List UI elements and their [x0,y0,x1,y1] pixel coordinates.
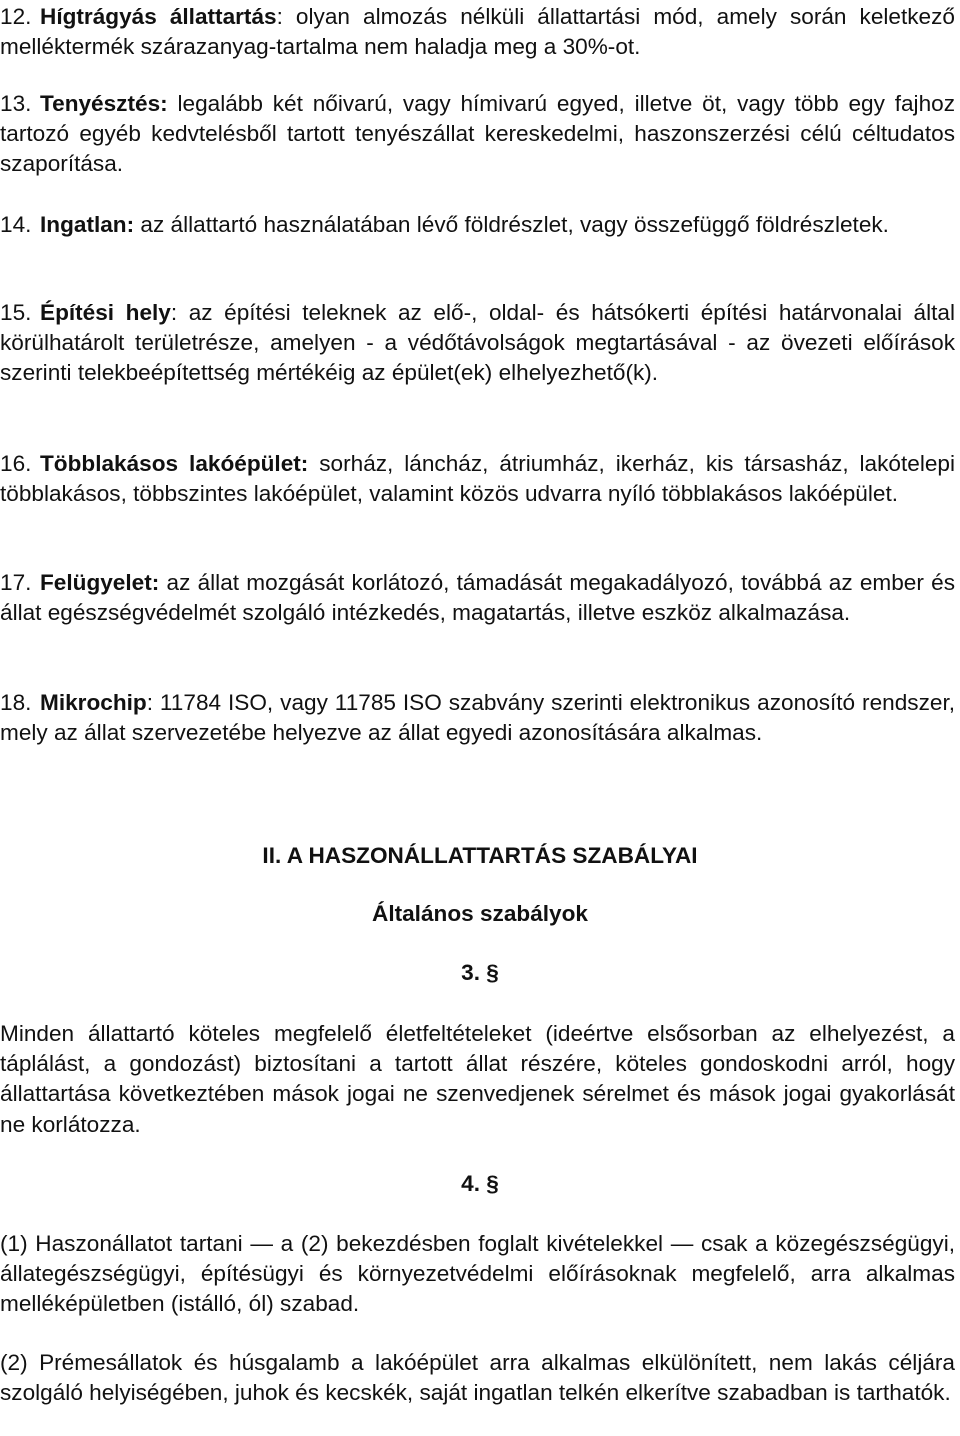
definition-text: : 11784 ISO, vagy 11785 ISO szabvány szerinti elektronikus azonosító rendszer, mely az állat szervezetébe helyezve az állat egyedi azonosítására alkalmas. [0,690,955,746]
section-title: Általános szabályok [372,901,588,926]
definition-item-14 [0,210,955,240]
definition-text: legalább két nőivarú, vagy hímivarú egyed, illetve öt, vagy több egy fajhoz tartozó egyéb kedvtelésből tartott tenyészállat kereskedelmi, haszonszerzési célú céltudatos szaporítása. [0,91,955,177]
definition-term: Felügyelet: [40,570,160,595]
definition-term: Hígtrágyás állattartás [40,4,277,29]
definition-item-12 [0,2,955,62]
definition-term: Tenyésztés: [40,91,168,116]
definition-term: Ingatlan: [40,212,135,237]
definition-number: 14. [0,212,32,237]
section-4-paragraph-2: (2) Prémesállatok és húsgalamb a lakóépület arra alkalmas elkülönített, nem lakás céljára szolgáló helyiségében, juhok és kecskék, saját ingatlan telkén elkerítve szabadban is tarthatók. [0,1350,955,1406]
chapter-title: II. A HASZONÁLLATTARTÁS SZABÁLYAI [262,843,698,868]
section-4-paragraph-1: (1) Haszonállatot tartani — a (2) bekezdésben foglalt kivételekkel — csak a közegészségügyi, állategészségügyi, építésügyi és környezetvédelmi előírásoknak megfelelő, arra alkalmas melléképületben (istálló, ól) szabad. [0,1231,955,1317]
definition-text: : olyan almozás nélküli állattartási mód, amely során keletkező melléktermék szárazanyag-tartalma nem haladja meg a 30%-ot. [0,4,955,60]
definition-number: 17. [0,570,32,595]
section-label-4: 4. § [461,1171,499,1196]
definition-number: 12. [0,4,32,29]
definition-text: : az építési teleknek az elő-, oldal- és hátsókerti építési határvonalai által körülhatárolt területrésze, amelyen - a védőtávolságok megtartásával - az övezeti előírások szerinti telekbeépítettség mértékéig az épület(ek) elhelyezhető(k). [0,300,955,386]
definition-term: Mikrochip [40,690,147,715]
definition-number: 16. [0,451,32,476]
definition-term: Többlakásos lakóépület: [40,451,309,476]
definition-item-18 [0,688,955,748]
definition-text: sorház, láncház, átriumház, ikerház, kis társasház, lakótelepi többlakásos, többszintes lakóépület, valamint közös udvarra nyíló többlakásos lakóépület. [0,451,955,507]
definition-number: 15. [0,300,32,325]
definition-number: 18. [0,690,32,715]
definition-text: az állattartó használatában lévő földrészlet, vagy összefüggő földrészletek. [134,212,889,237]
definition-text: az állat mozgását korlátozó, támadását megakadályozó, továbbá az ember és állat egészségvédelmét szolgáló intézkedés, magatartás, illetve eszköz alkalmazása. [0,570,955,626]
definition-term: Építési hely [40,300,171,325]
definition-number: 13. [0,91,32,116]
section-label-3: 3. § [461,960,499,985]
section-3-paragraph: Minden állattartó köteles megfelelő életfeltételeket (ideértve elsősorban az elhelyezést, a táplálást, a gondozást) biztosítani a tartott állat részére, köteles gondoskodni arról, hogy állattartása következtében mások jogai ne szenvedjenek sérelmet és mások jogai gyakorlását ne korlátozza. [0,1021,955,1137]
definition-item-16 [0,449,955,509]
definition-item-15 [0,298,955,389]
definition-item-13 [0,89,955,180]
definition-item-17 [0,568,955,628]
